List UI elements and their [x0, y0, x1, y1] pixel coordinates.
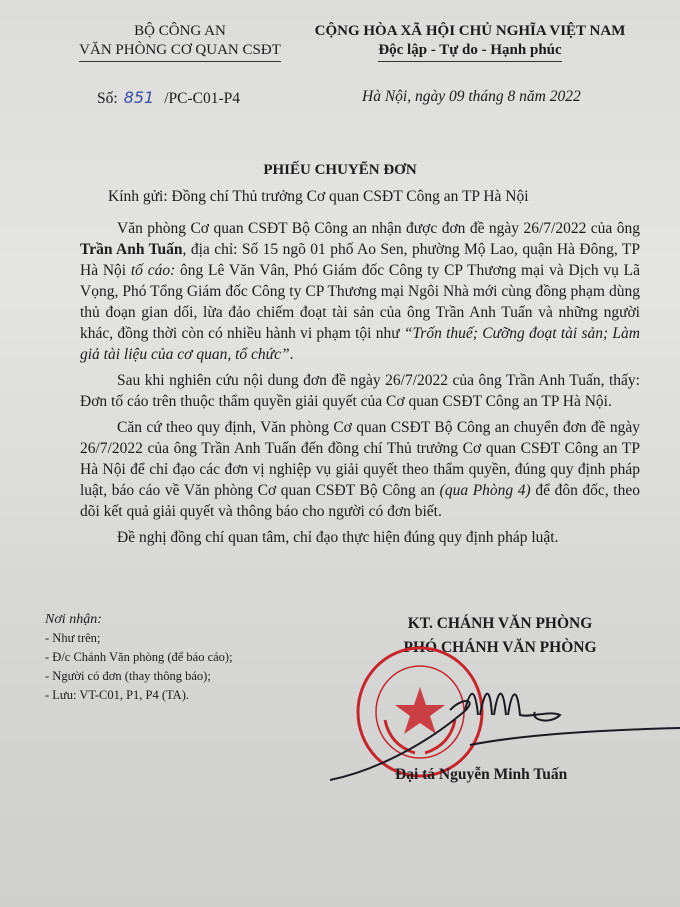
text: Văn phòng Cơ quan CSĐT Bộ Công an nhận được đơn đề ngày 26/7/2022 của ông: [117, 220, 640, 237]
ministry-name: BỘ CÔNG AN: [134, 23, 226, 39]
recipient-item: - Lưu: VT-C01, P1, P4 (TA).: [45, 688, 189, 702]
document-number: [97, 88, 240, 108]
office-name: VĂN PHÒNG CƠ QUAN CSĐT: [79, 41, 281, 62]
number-label: Số:: [97, 90, 118, 107]
allegations: “Trốn thuế; Cưỡng đoạt tài sản; Làm giả tài liệu của cơ quan, tổ chức”: [80, 325, 640, 363]
paragraph-4: Đề nghị đồng chí quan tâm, chỉ đạo thực hiện đúng quy định pháp luật.: [117, 529, 559, 546]
recipient-item: - Người có đơn (thay thông báo);: [45, 669, 211, 683]
signer-name: Đại tá Nguyễn Minh Tuấn: [395, 766, 568, 783]
text: Căn cứ theo quy định, Văn phòng Cơ quan CSĐT Bộ Công an chuyển đơn đề ngày 26/7/2022 của ông Trần Anh Tuấn đến đồng chí Thủ trưởng Cơ quan CSĐT Công an TP Hà Nội để chỉ đạo các đơn vị nghiệp vụ giải quyết theo thẩm quyền, đúng quy định pháp luật, báo cáo về Văn phòng Cơ quan CSĐT Bộ Công an: [80, 419, 640, 499]
addressee: Kính gửi: Đồng chí Thủ trưởng Cơ quan CSĐT Công an TP Hà Nội: [108, 188, 529, 205]
text: tố cáo:: [130, 262, 176, 279]
document-date: Hà Nội, ngày 09 tháng 8 năm 2022: [362, 88, 581, 105]
document-title: PHIẾU CHUYỂN ĐƠN: [263, 162, 417, 178]
signer-title-2: PHÓ CHÁNH VĂN PHÒNG: [403, 639, 597, 656]
national-header: [300, 22, 640, 62]
motto: Độc lập - Tự do - Hạnh phúc: [378, 41, 561, 62]
signer-title-1: KT. CHÁNH VĂN PHÒNG: [407, 615, 593, 632]
text: .: [289, 346, 294, 363]
paragraph-1: [80, 218, 640, 365]
text: (qua Phòng 4): [439, 482, 531, 499]
recipient-item: - Như trên;: [45, 631, 101, 645]
recipients-heading: Nơi nhận:: [45, 612, 102, 627]
number-suffix: /PC-C01-P4: [164, 90, 241, 107]
handwritten-number: 851: [123, 88, 155, 107]
document-body: [80, 218, 640, 553]
text: ông Lê Văn Vân, Phó Giám đốc Công ty CP Thương mại và Dịch vụ Lã Vọng, Phó Tổng Giám đốc Công ty CP Thương mại Ngôi Nhà mới cùng đồng phạm dùng thủ đoạn gian dối, lừa đảo chiếm đoạt tài sản của ông Trần Anh Tuấn và những người khác, đồng thời còn có nhiều hành vi phạm tội như: [80, 262, 640, 342]
issuer-header: [60, 22, 300, 62]
complainant-name: Trần Anh Tuấn: [80, 241, 183, 258]
text: , địa chỉ: Số 15 ngõ 01 phố Ao Sen, phường Mộ Lao, quận Hà Đông, TP Hà Nội: [80, 241, 640, 279]
paragraph-3: [80, 417, 640, 522]
paragraph-2: Sau khi nghiên cứu nội dung đơn đề ngày 26/7/2022 của ông Trần Anh Tuấn, thấy: Đơn tố cáo trên thuộc thẩm quyền giải quyết của Cơ quan CSĐT Công an TP Hà Nội.: [80, 372, 640, 410]
country-name: CỘNG HÒA XÃ HỘI CHỦ NGHĨA VIỆT NAM: [314, 23, 626, 39]
recipient-item: - Đ/c Chánh Văn phòng (để báo cáo);: [45, 650, 233, 664]
recipients-list: [45, 610, 233, 705]
text: để đôn đốc, theo dõi kết quả giải quyết và thông báo cho người có đơn biết.: [80, 482, 640, 520]
